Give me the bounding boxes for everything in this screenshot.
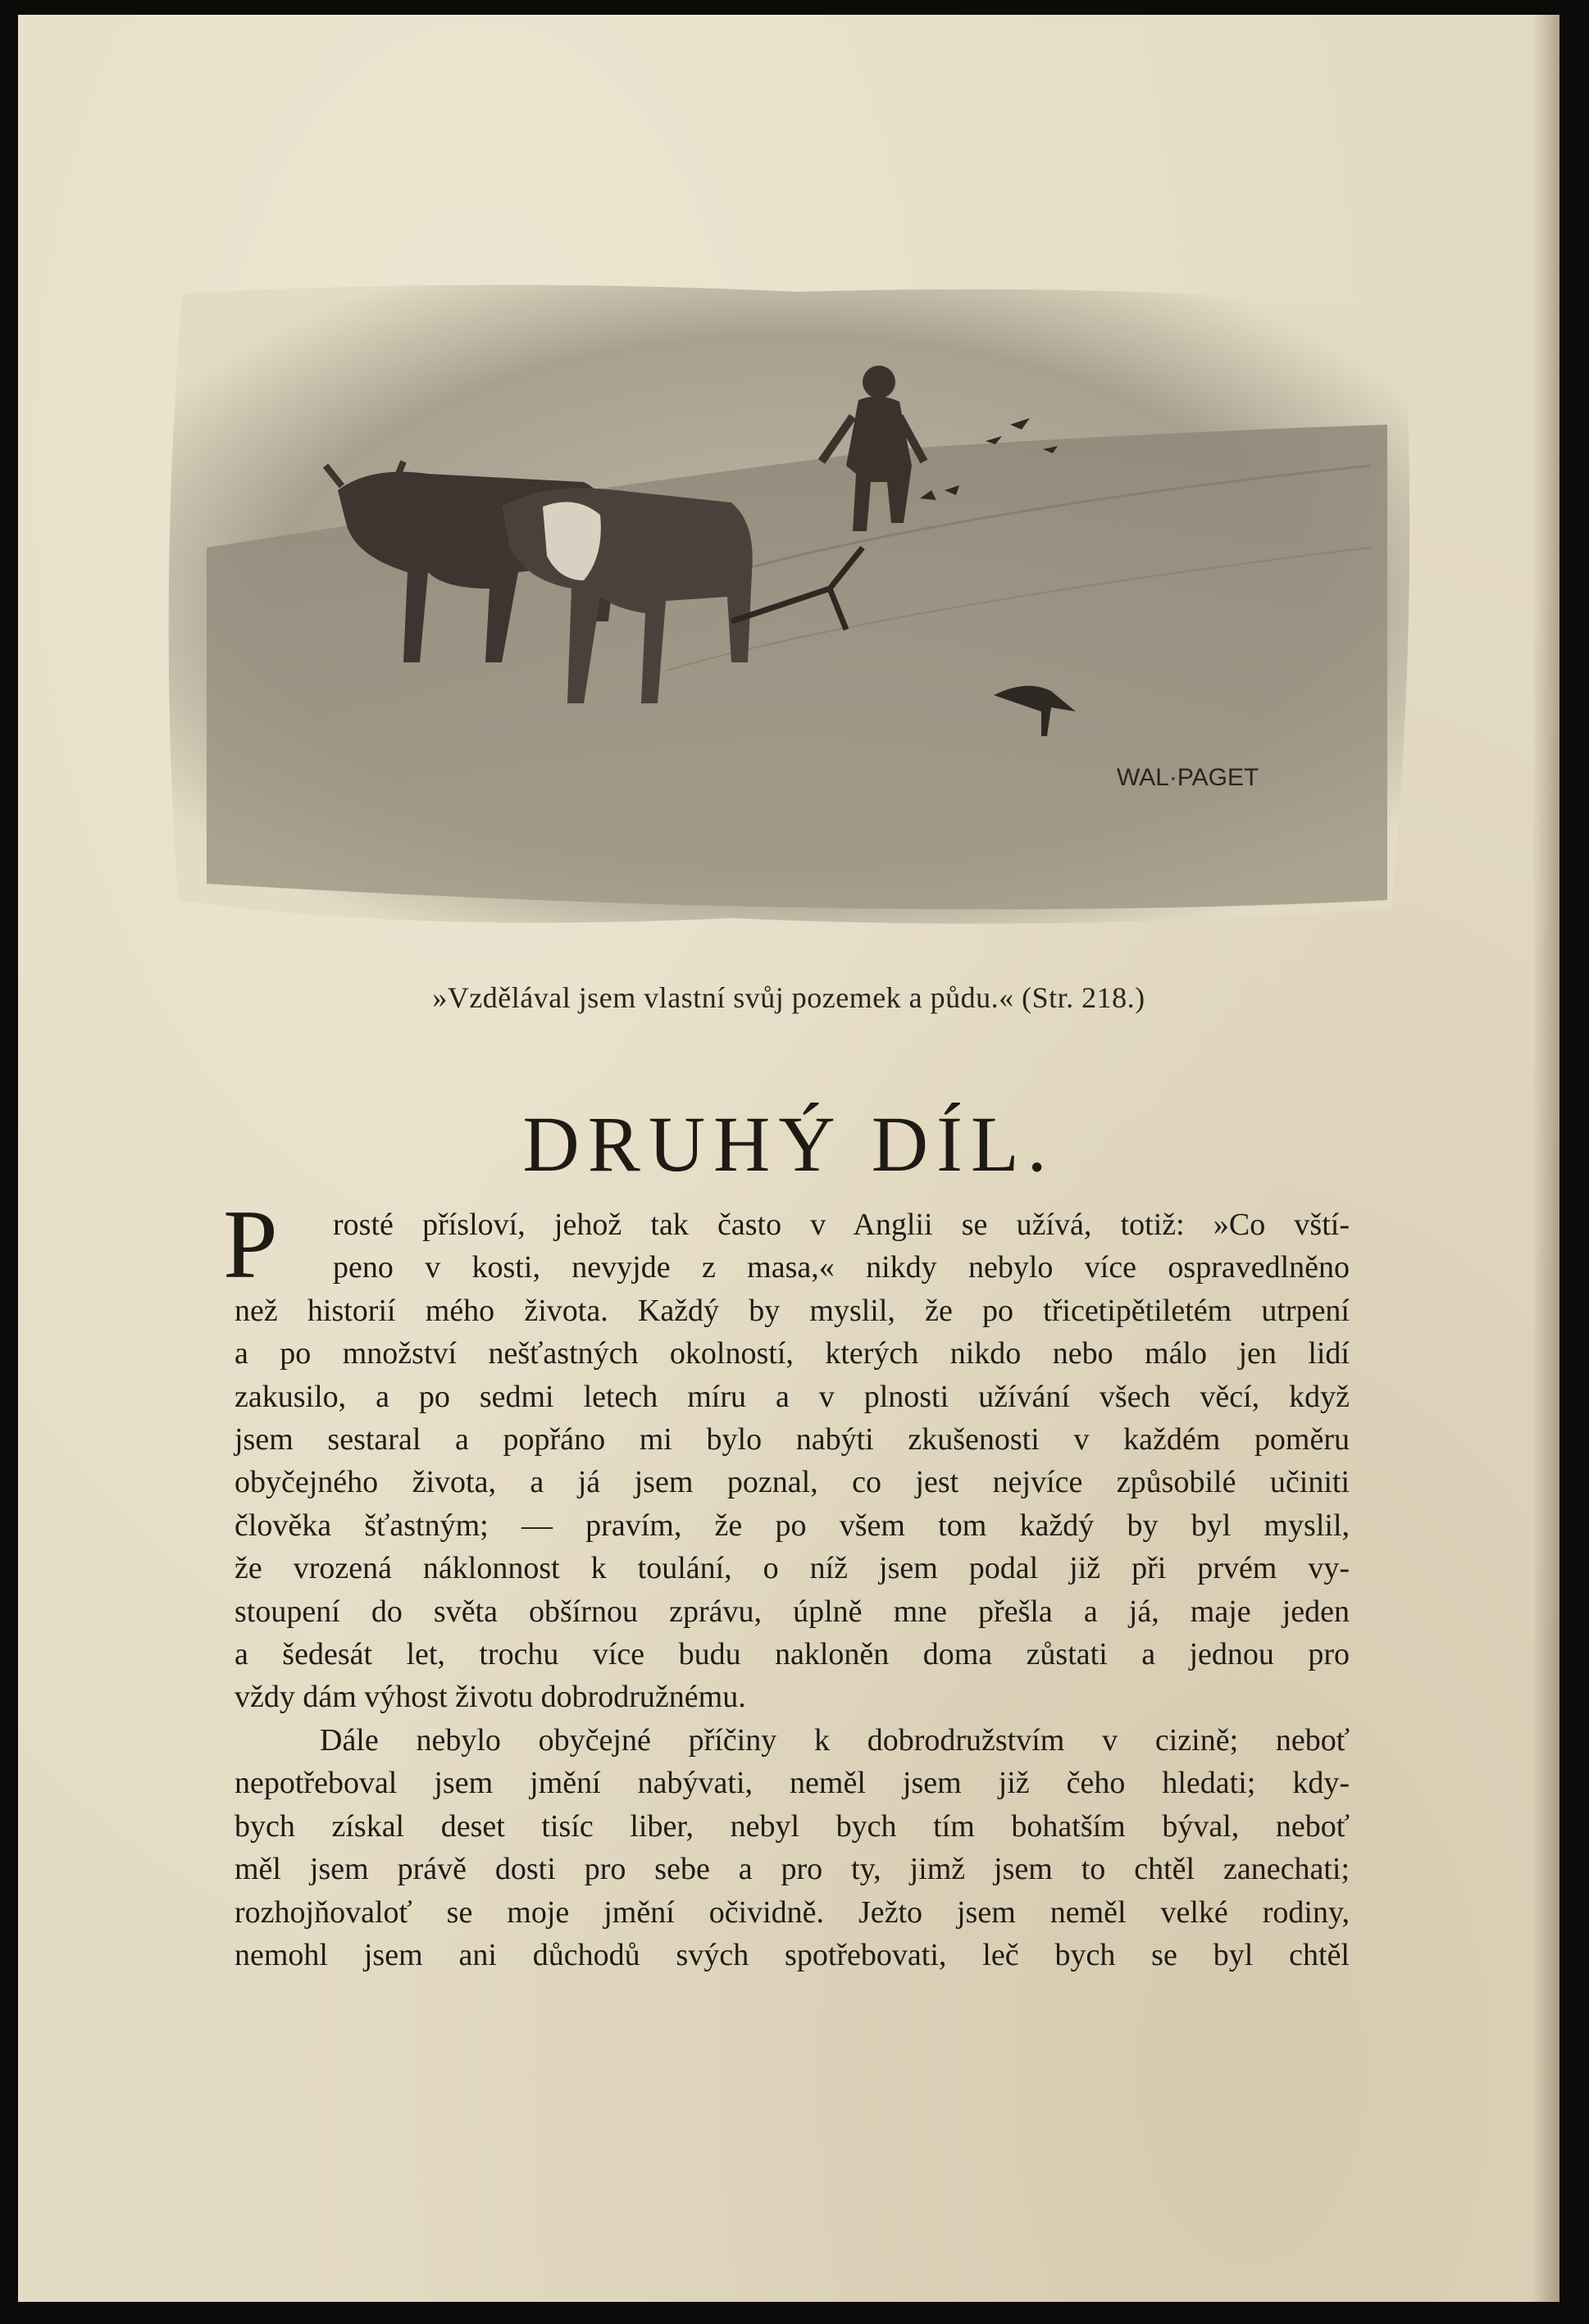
text-line: a po množství nešťastných okolností, kterých nikdo nebo málo jen lidí [234,1336,1350,1371]
text-line: měl jsem právě dosti pro sebe a pro ty, jimž jsem to chtěl zanechati; [234,1852,1350,1887]
text-line: člověka šťastným; — pravím, že po všem tom každý by byl myslil, [234,1508,1350,1543]
text-line: obyčejného života, a já jsem poznal, co jest nejvíce způsobilé učiniti [234,1465,1350,1500]
text-line: rozhojňovaloť se moje jmění očividně. Ježto jsem neměl velké rodiny, [234,1894,1350,1930]
text-line: vždy dám výhost životu dobrodružnému. [234,1680,746,1715]
text-line: nepotřeboval jsem jmění nabývati, neměl jsem již čeho hledati; kdy- [234,1766,1350,1801]
text-line: zakusilo, a po sedmi letech míru a v plnosti užívání všech věcí, když [234,1379,1350,1414]
body-text [234,1203,1350,1976]
drop-cap: P [223,1189,278,1298]
illustration-caption: »Vzdělával jsem vlastní svůj pozemek a půdu.« (Str. 218.) [432,981,1145,1014]
text-line: nemohl jsem ani důchodů svých spotřebovati, leč bych se byl chtěl [234,1937,1350,1972]
engraving-image [157,277,1420,933]
chapter-heading: DRUHÝ DÍL. [522,1100,1055,1188]
text-line: rosté přísloví, jehož tak často v Anglii se užívá, totiž: »Co vští- [333,1207,1350,1242]
text-line: stoupení do světa obšírnou zprávu, úplně mne přešla a já, maje jeden [234,1594,1350,1629]
text-line: a šedesát let, trochu více budu nakloněn doma zůstati a jednou pro [234,1637,1350,1672]
text-line: že vrozená náklonnost k toulání, o níž jsem podal již při prvém vy- [234,1551,1350,1586]
book-page [18,15,1559,2302]
artist-signature: WAL·PAGET [1117,764,1259,791]
text-line: než historií mého života. Každý by myslil, že po třicetipětiletém utrpení [234,1293,1350,1328]
text-line: bych získal deset tisíc liber, nebyl bych tím bohatším býval, neboť [234,1808,1350,1844]
text-line: jsem sestaral a popřáno mi bylo nabýti zkušenosti v každém poměru [234,1422,1350,1458]
text-line: Dále nebylo obyčejné příčiny k dobrodružstvím v cizině; neboť [320,1722,1350,1758]
text-line: peno v kosti, nevyjde z masa,« nikdy nebylo více ospravedlněno [333,1250,1350,1285]
page-fold-shadow [1532,15,1559,2302]
ploughing-illustration [157,277,1420,933]
